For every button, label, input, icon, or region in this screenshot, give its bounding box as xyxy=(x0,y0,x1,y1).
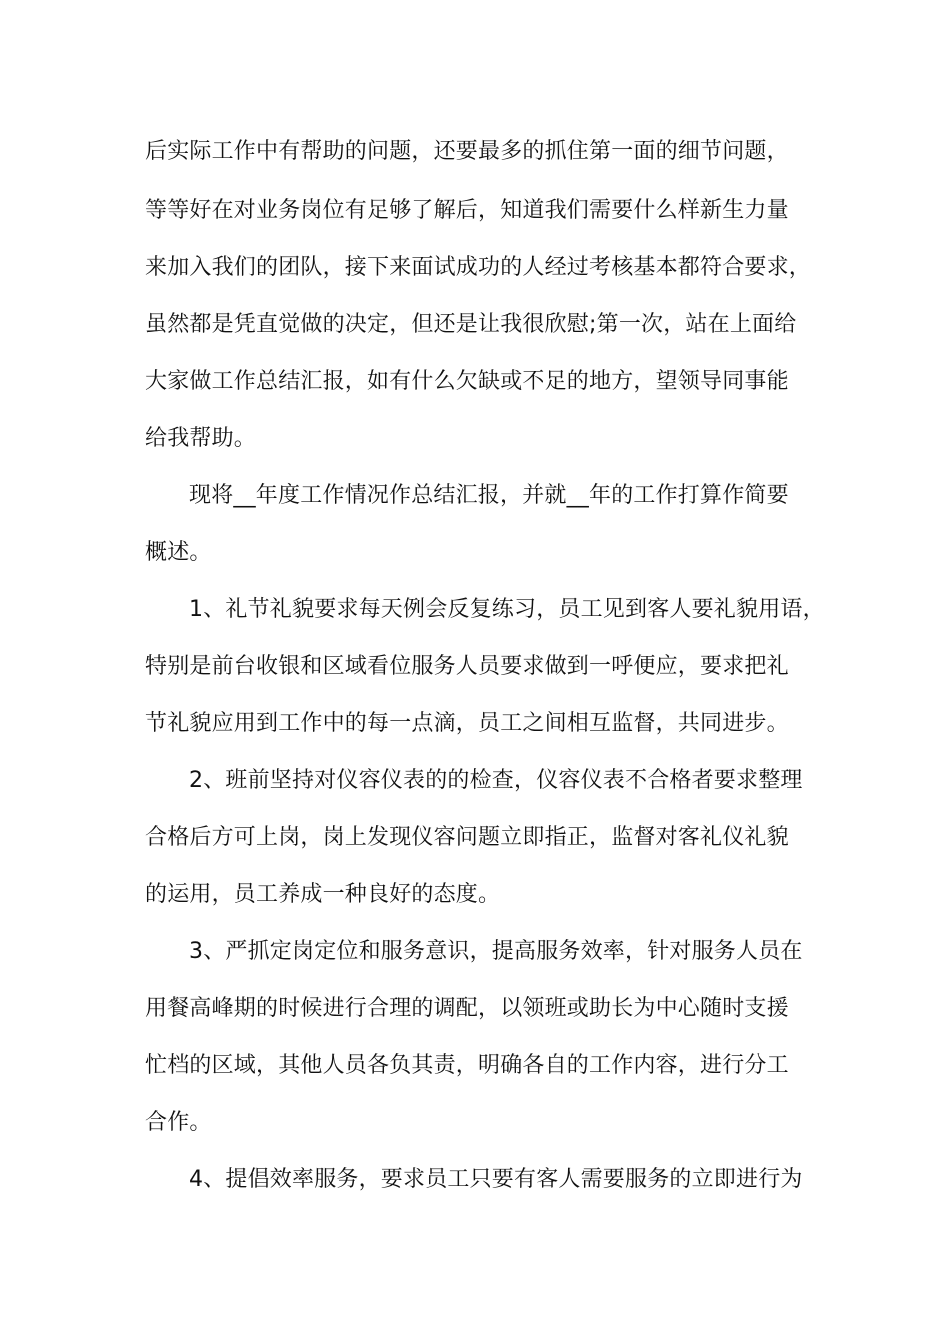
paragraph-first-line: 现将__年度工作情况作总结汇报，并就__年的工作打算作简要 xyxy=(189,483,789,508)
text-line: 节礼貌应用到工作中的每一点滴，员工之间相互监督，共同进步。 xyxy=(145,711,789,736)
text-line: 合作。 xyxy=(145,1110,212,1135)
text-line: 来加入我们的团队，接下来面试成功的人经过考核基本都符合要求， xyxy=(145,255,812,280)
text-line: 虽然都是凭直觉做的决定，但还是让我很欣慰;第一次，站在上面给 xyxy=(145,312,797,337)
list-item-3-line: 3、严抓定岗定位和服务意识，提高服务效率，针对服务人员在 xyxy=(189,939,803,964)
text-line: 忙档的区域，其他人员各负其责，明确各自的工作内容，进行分工 xyxy=(145,1053,789,1078)
text-line: 后实际工作中有帮助的问题，还要最多的抓住第一面的细节问题， xyxy=(145,139,789,164)
text-line: 给我帮助。 xyxy=(145,426,257,451)
text-line: 合格后方可上岗，岗上发现仪容问题立即指正，监督对客礼仪礼貌 xyxy=(145,825,789,850)
text-line: 等等好在对业务岗位有足够了解后，知道我们需要什么样新生力量 xyxy=(145,198,789,223)
list-item-1-line: 1、礼节礼貌要求每天例会反复练习，员工见到客人要礼貌用语， xyxy=(189,597,825,622)
text-line: 特别是前台收银和区域看位服务人员要求做到一呼便应，要求把礼 xyxy=(145,654,789,679)
text-line: 大家做工作总结汇报，如有什么欠缺或不足的地方，望领导同事能 xyxy=(145,369,789,394)
list-item-2-line: 2、班前坚持对仪容仪表的的检查，仪容仪表不合格者要求整理 xyxy=(189,768,803,793)
list-item-4-line: 4、提倡效率服务，要求员工只要有客人需要服务的立即进行为 xyxy=(189,1167,803,1192)
text-line: 的运用，员工养成一种良好的态度。 xyxy=(145,882,501,907)
text-line: 概述。 xyxy=(145,540,212,565)
text-line: 用餐高峰期的时候进行合理的调配，以领班或助长为中心随时支援 xyxy=(145,996,789,1021)
